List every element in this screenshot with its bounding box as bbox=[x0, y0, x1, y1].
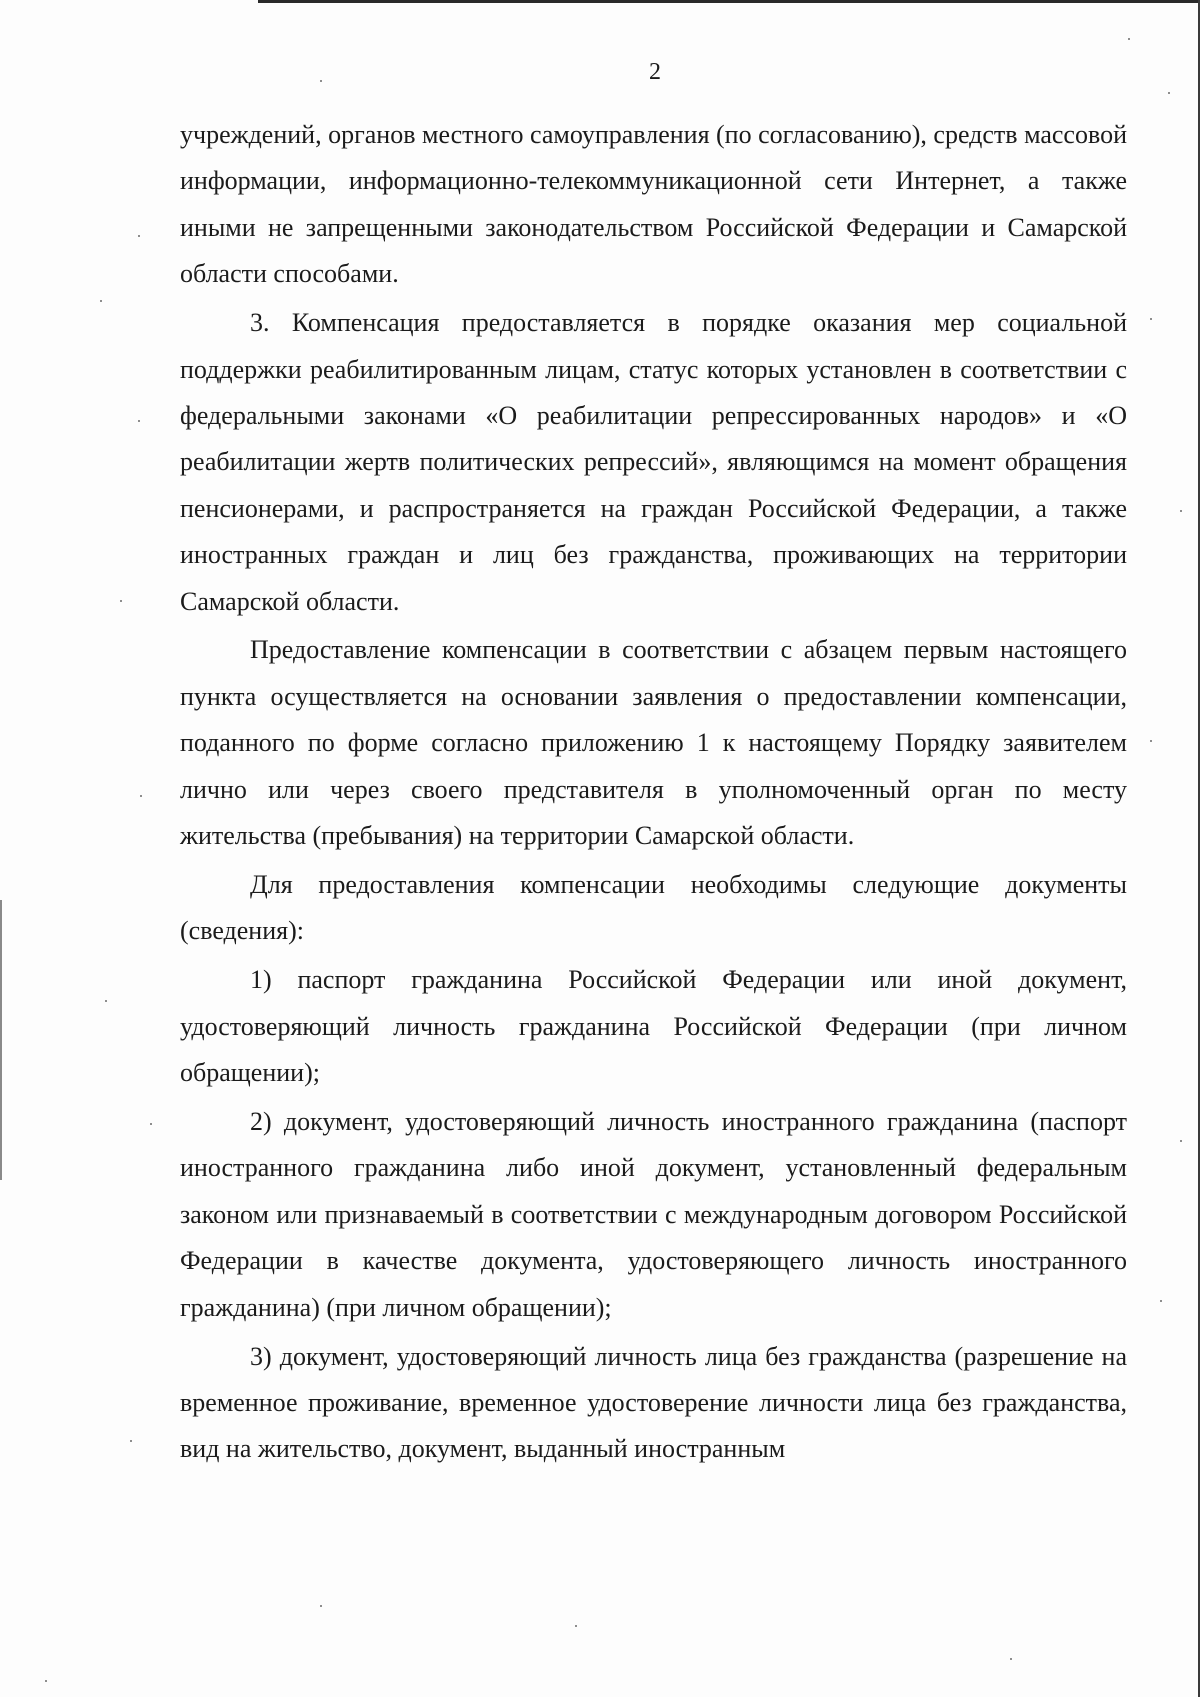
list-item-1: 1) паспорт гражданина Российской Федерации или иной документ, удостоверяющий личность гражданина Российской Федерации (при личном обращении); bbox=[180, 965, 1127, 1088]
scan-speck bbox=[1128, 38, 1130, 40]
paragraph-application: Предоставление компенсации в соответствии с абзацем первым настоящего пункта осуществляется на основании заявления о предоставлении компенсации, поданного по форме согласно приложению 1 к настоящему Порядку заявителем лично или через своего представителя в уполномоченный орган по месту жительства (пребывания) на территории Самарской области. bbox=[180, 635, 1127, 851]
scan-speck bbox=[138, 420, 140, 422]
page-number: 2 bbox=[649, 59, 661, 85]
list-item-3: 3) документ, удостоверяющий личность лица без гражданства (разрешение на временное проживание, временное удостоверение личности лица без гражданства, вид на жительство, документ, выданный иностранным bbox=[180, 1341, 1127, 1464]
document-body bbox=[180, 112, 1127, 1473]
scan-speck bbox=[320, 1605, 322, 1607]
scan-speck bbox=[575, 1625, 577, 1627]
scan-speck bbox=[1168, 92, 1170, 94]
scan-speck bbox=[120, 600, 122, 602]
paragraph-documents-intro: Для предоставления компенсации необходимы следующие документы (сведения): bbox=[180, 870, 1127, 946]
paragraph-continuation: учреждений, органов местного самоуправления (по согласованию), средств массовой информации, информационно-телекоммуникационной сети Интернет, а также иными не запрещенными законодательством Российской Федерации и Самарской области способами. bbox=[180, 120, 1127, 289]
paragraph-item-3: 3. Компенсация предоставляется в порядке оказания мер социальной поддержки реабилитированным лицам, статус которых установлен в соответствии с федеральными законами «О реабилитации репрессированных народов» и «О реабилитации жертв политических репрессий», являющимся на момент обращения пенсионерами, и распространяется на граждан Российской Федерации, а также иностранных граждан и лиц без гражданства, проживающих на территории Самарской области. bbox=[180, 308, 1127, 616]
scan-speck bbox=[1150, 740, 1152, 742]
scan-speck bbox=[105, 1000, 107, 1002]
scan-speck bbox=[140, 795, 142, 797]
scan-speck bbox=[100, 300, 102, 302]
scan-speck bbox=[1180, 510, 1182, 512]
scan-speck bbox=[1010, 1658, 1012, 1660]
top-border-line bbox=[258, 0, 1200, 3]
scan-speck bbox=[150, 1123, 152, 1125]
scan-speck bbox=[1180, 1140, 1182, 1142]
scan-speck bbox=[320, 80, 322, 82]
scan-speck bbox=[130, 1440, 132, 1442]
scan-speck bbox=[1150, 318, 1152, 320]
scan-edge-mark bbox=[0, 900, 2, 1180]
scan-speck bbox=[1160, 1300, 1162, 1302]
list-item-2: 2) документ, удостоверяющий личность иностранного гражданина (паспорт иностранного гражданина либо иной документ, установленный федеральным законом или признаваемый в соответствии с международным договором Российской Федерации в качестве документа, удостоверяющего личность иностранного гражданина) (при личном обращении); bbox=[180, 1107, 1127, 1322]
scan-speck bbox=[45, 1680, 47, 1682]
scan-speck bbox=[138, 235, 140, 237]
